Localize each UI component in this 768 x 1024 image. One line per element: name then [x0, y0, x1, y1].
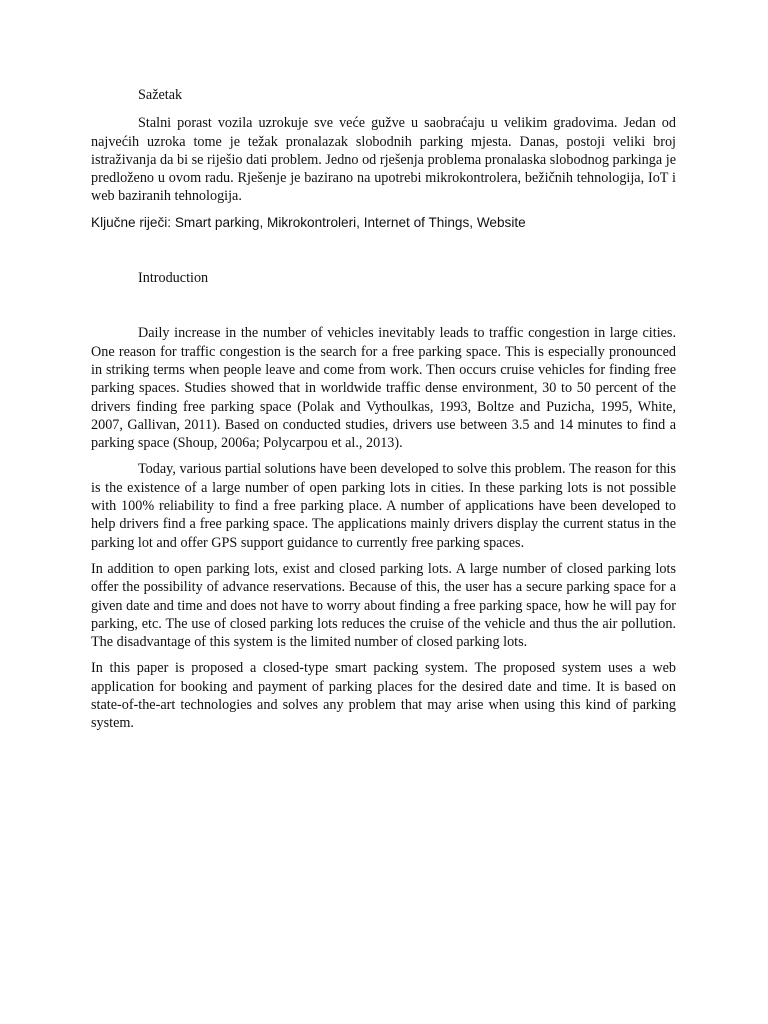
introduction-heading: Introduction [138, 270, 209, 287]
abstract-heading: Sažetak [138, 87, 183, 103]
intro-paragraph-2: Today, various partial solutions have been developed to solve this problem. The reason for this is the existence of a large number of open parking lots in cities. In these parking lots is not possible with 100% reliability to find a free parking place. A number of applications have been developed to help drivers find a free parking space. The applications mainly drivers display the current status in the parking lot and offer GPS support guidance to currently free parking spaces. [91, 461, 676, 551]
intro-paragraph-4: In this paper is proposed a closed-type smart packing system. The proposed system uses a web application for booking and payment of parking places for the desired date and time. It is based on state-of-the-art technologies and solves any problem that may arise when using this kind of parking system. [91, 660, 676, 732]
keywords-line: Ključne riječi: Smart parking, Mikrokontroleri, Internet of Things, Website [91, 214, 526, 230]
intro-paragraph-3: In addition to open parking lots, exist and closed parking lots. A large number of closed parking lots offer the possibility of advance reservations. Because of this, the user has a secure parking space for a given date and time and does not have to worry about finding a free parking space, how he will pay for parking, etc. The use of closed parking lots reduces the cruise of the vehicle and thus the air pollution. The disadvantage of this system is the limited number of closed parking lots. [91, 560, 676, 651]
abstract-body: Stalni porast vozila uzrokuje sve veće gužve u saobraćaju u velikim gradovima. Jedan od najvećih uzroka tome je težak pronalazak slobodnih parking mjesta. Danas, postoji veliki broj istraživanja da bi se riješio dati problem. Jedno od rješenja problema pronalaska slobodnog parkinga je predloženo u ovom radu. Rješenje je bazirano na upotrebi mikrokontrolera, bežičnih tehnologija, IoT i web baziranih tehnologija. [91, 115, 676, 205]
intro-paragraph-1: Daily increase in the number of vehicles inevitably leads to traffic congestion in large cities. One reason for traffic congestion is the search for a free parking space. This is especially pronounced in striking terms when people leave and come from work. Then occurs cruise vehicles for finding free parking spaces. Studies showed that in worldwide traffic dense environment, 30 to 50 percent of the drivers finding free parking space (Polak and Vythoulkas, 1993, Boltze and Puzicha, 1995, White, 2007, Gallivan, 2011). Based on conducted studies, drivers use between 3.5 and 14 minutes to find a parking space (Shoup, 2006a; Polycarpou et al., 2013). [91, 325, 676, 452]
document-page [91, 86, 676, 733]
